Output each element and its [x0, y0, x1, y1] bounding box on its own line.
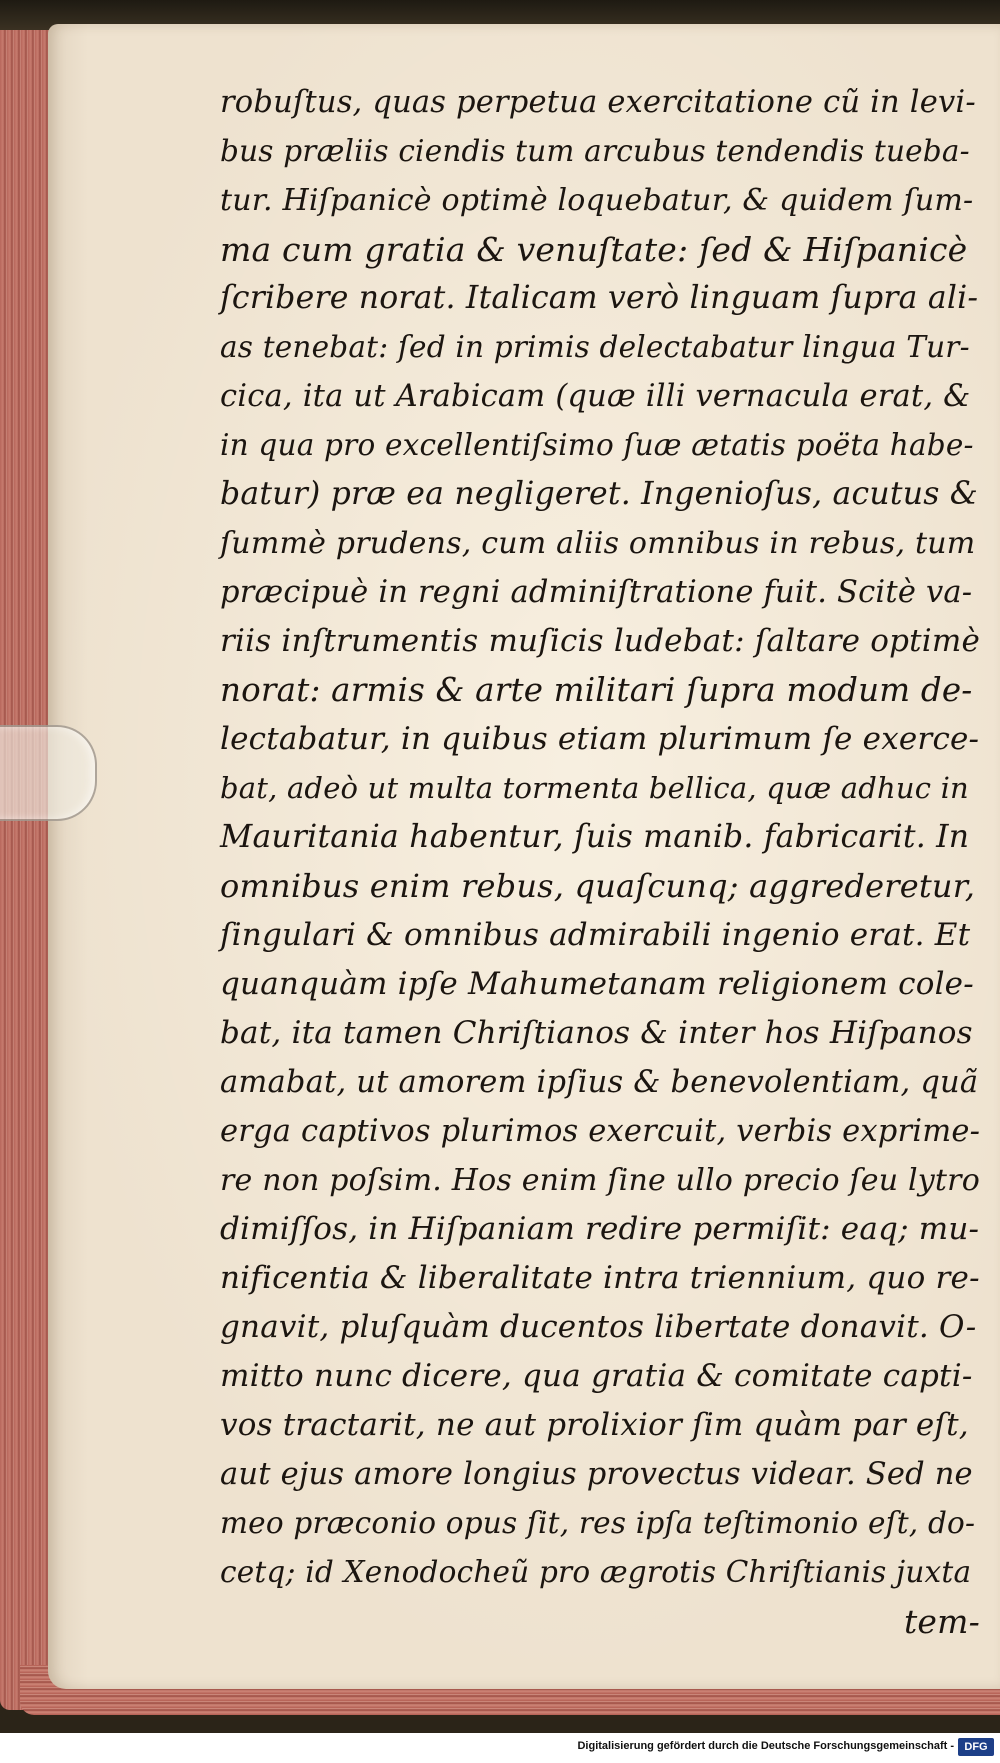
text-line: as tenebat: ſed in primis delectabatur lingua Tur-	[220, 330, 970, 364]
text-line: Mauritania habentur, ſuis manib. fabricarit. In	[220, 819, 970, 855]
text-line: ma cum gratia & venuſtate: ſed & Hiſpanicè	[220, 230, 968, 269]
text-line: norat: armis & arte militari ſupra modum de-	[220, 671, 973, 709]
text-line: cica, ita ut Arabicam (quæ illi vernacula erat, &	[220, 379, 971, 414]
text-line: vos tractarit, ne aut prolixior ſim quàm par eſt,	[220, 1407, 969, 1443]
text-line: bat, ita tamen Chriſtianos & inter hos Hiſpanos	[220, 1015, 973, 1051]
text-line: bus præliis ciendis tum arcubus tendendis tueba-	[220, 134, 970, 168]
text-line: batur) præ ea negligeret. Ingenioſus, acutus &	[220, 476, 979, 512]
text-line: tur. Hiſpanicè optimè loquebatur, & quidem ſum-	[220, 183, 974, 218]
text-line: nificentia & liberalitate intra triennium, quo re-	[220, 1260, 980, 1296]
text-line: cetq; id Xenodocheũ pro ægrotis Chriſtianis juxta	[220, 1555, 972, 1589]
text-line: gnavit, pluſquàm ducentos libertate donavit. O-	[220, 1309, 977, 1345]
text-line: aut ejus amore longius provectus videar. Sed ne	[220, 1457, 973, 1492]
text-line: omnibus enim rebus, quaſcunq; aggrederetur,	[220, 867, 976, 905]
page-clip	[0, 725, 97, 821]
text-line: lectabatur, in quibus etiam plurimum ſe exerce-	[220, 721, 980, 757]
text-line: meo præconio opus ſit, res ipſa teſtimonio eſt, do-	[220, 1506, 976, 1540]
text-line: robuſtus, quas perpetua exercitatione cũ in levi-	[220, 85, 976, 120]
text-line: bat, adeò ut multa tormenta bellica, quæ adhuc in	[220, 771, 969, 805]
footer-bar	[0, 1733, 1000, 1763]
text-line: præcipuè in regni adminiſtratione fuit. Scitè va-	[220, 575, 973, 610]
text-line: mitto nunc dicere, qua gratia & comitate capti-	[220, 1358, 973, 1394]
text-line: quanquàm ipſe Mahumetanam religionem cole-	[220, 966, 974, 1002]
text-line: ſummè prudens, cum aliis omnibus in rebus, tum	[220, 526, 976, 561]
text-line: riis inſtrumentis muſicis ludebat: ſaltare optimè	[220, 623, 981, 659]
body-text	[220, 78, 980, 1646]
text-line: dimiſſos, in Hiſpaniam redire permiſit: eaq; mu-	[220, 1211, 980, 1247]
text-line: re non poſsim. Hos enim ſine ullo precio ſeu lytro	[220, 1163, 980, 1198]
text-line: in qua pro excellentiſsimo ſuæ ætatis poëta habe-	[220, 428, 974, 462]
text-line: amabat, ut amorem ipſius & benevolentiam, quã	[220, 1065, 979, 1100]
funding-credit: Digitalisierung gefördert durch die Deutsche Forschungsgemeinschaft -	[577, 1740, 954, 1752]
catchword: tem-	[903, 1602, 980, 1641]
text-line: ſingulari & omnibus admirabili ingenio erat. Et	[220, 917, 971, 953]
text-line: ſcribere norat. Italicam verò linguam ſupra ali-	[220, 280, 979, 316]
dfg-logo: DFG	[958, 1738, 994, 1756]
text-line: erga captivos plurimos exercuit, verbis exprime-	[220, 1114, 981, 1149]
